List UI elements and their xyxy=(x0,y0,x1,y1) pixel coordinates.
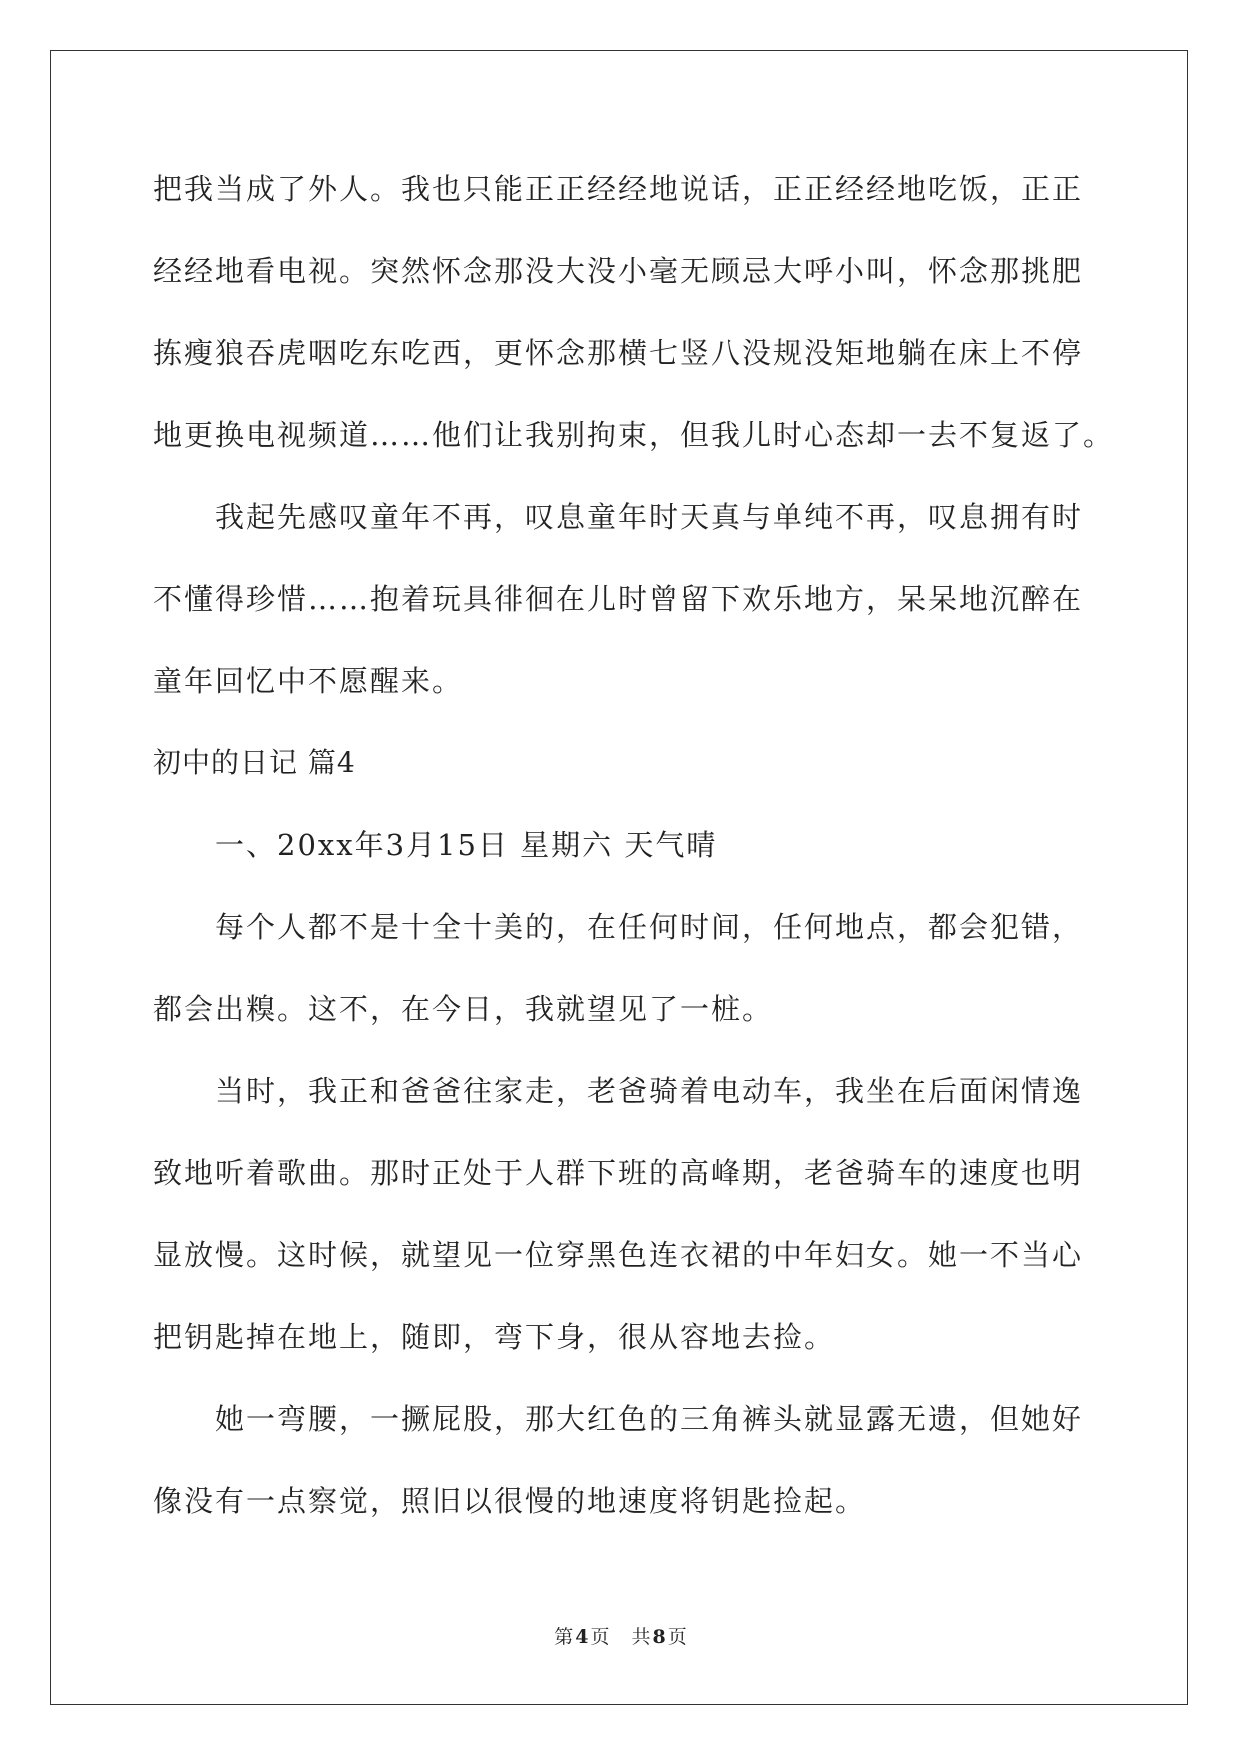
text-line: 她一弯腰，一撅屁股，那大红色的三角裤头就显露无遗，但她好 xyxy=(215,1402,1084,1436)
text-line: 致地听着歌曲。那时正处于人群下班的高峰期，老爸骑车的速度也明 xyxy=(153,1156,1084,1190)
total-page-number: 8 xyxy=(652,1626,666,1648)
section-heading: 初中的日记 篇4 xyxy=(153,746,356,779)
text-line: 地更换电视频道……他们让我别拘束，但我儿时心态却一去不复返了。 xyxy=(153,418,1115,452)
text-line: 我起先感叹童年不再，叹息童年时天真与单纯不再，叹息拥有时 xyxy=(215,500,1084,534)
document-body xyxy=(153,148,1115,1542)
footer-prefix: 第 xyxy=(554,1626,574,1648)
text-line: 每个人都不是十全十美的，在任何时间，任何地点，都会犯错， xyxy=(215,910,1084,944)
page-footer xyxy=(0,1625,1241,1649)
footer-mid: 页 xyxy=(590,1626,610,1648)
text-line: 都会出糗。这不，在今日，我就望见了一桩。 xyxy=(153,992,774,1026)
text-line: 经经地看电视。突然怀念那没大没小毫无顾忌大呼小叫，怀念那挑肥 xyxy=(153,254,1084,288)
date-line: 一、20xx年3月15日 星期六 天气晴 xyxy=(215,828,718,862)
footer-total-prefix: 共 xyxy=(631,1626,651,1648)
text-line: 当时，我正和爸爸往家走，老爸骑着电动车，我坐在后面闲情逸 xyxy=(215,1074,1084,1108)
text-line: 不懂得珍惜……抱着玩具徘徊在儿时曾留下欢乐地方，呆呆地沉醉在 xyxy=(153,582,1084,616)
text-line: 童年回忆中不愿醒来。 xyxy=(153,664,464,698)
text-line: 把钥匙掉在地上，随即，弯下身，很从容地去捡。 xyxy=(153,1320,836,1354)
footer-suffix: 页 xyxy=(667,1626,687,1648)
text-line: 把我当成了外人。我也只能正正经经地说话，正正经经地吃饭，正正 xyxy=(153,172,1084,206)
text-line: 拣瘦狼吞虎咽吃东吃西，更怀念那横七竖八没规没矩地躺在床上不停 xyxy=(153,336,1084,370)
text-line: 显放慢。这时候，就望见一位穿黑色连衣裙的中年妇女。她一不当心 xyxy=(153,1238,1084,1272)
text-line: 像没有一点察觉，照旧以很慢的地速度将钥匙捡起。 xyxy=(153,1484,867,1518)
current-page-number: 4 xyxy=(575,1626,589,1648)
